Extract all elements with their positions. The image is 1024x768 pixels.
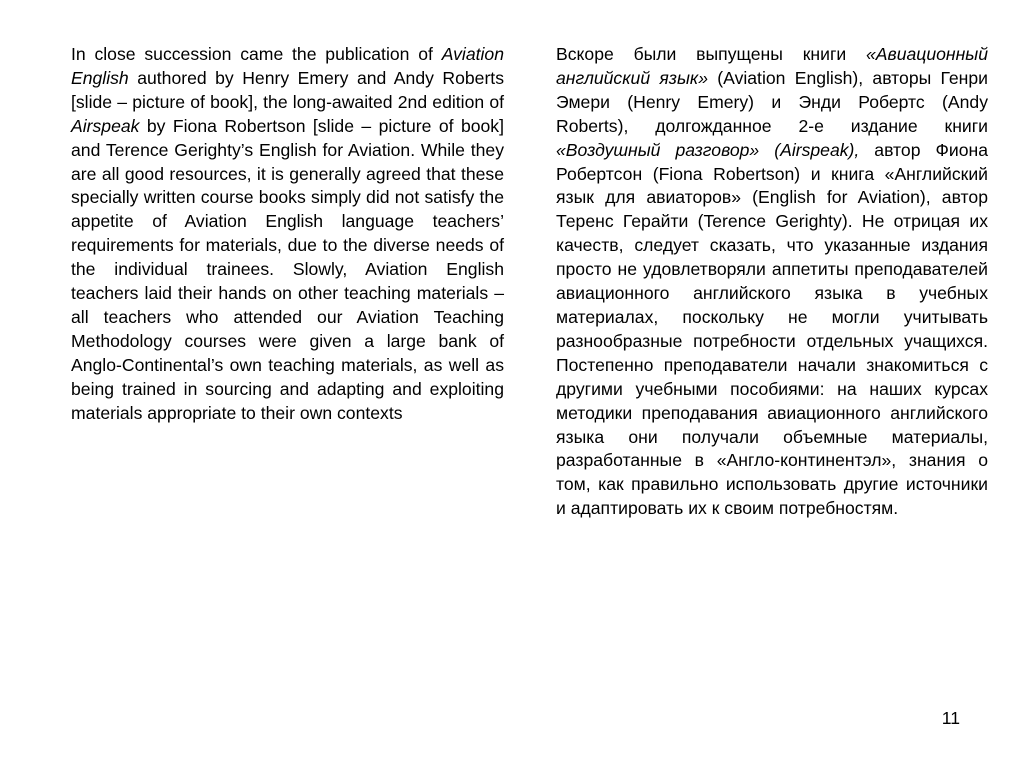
russian-book-title-airspeak: «Воздушный разговор» (Airspeak), bbox=[556, 139, 860, 160]
russian-column bbox=[556, 43, 988, 521]
page-number: 11 bbox=[941, 708, 960, 728]
english-text-3: by Fiona Robertson [slide – picture of book] and Terence Gerighty’s English for Aviation. While they are all good resources, it is generally agreed that these specially written course books simply did not satisfy the appetite of Aviation English language teachers’ requirements for materials, due to the diverse needs of the individual trainees. Slowly, Aviation English teachers laid their hands on other teaching materials – all teachers who attended our Aviation Teaching Methodology courses were given a large bank of Anglo-Continental’s own teaching materials, as well as being trained in sourcing and adapting and exploiting materials appropriate to their own contexts bbox=[71, 115, 504, 423]
english-text-1: In close succession came the publication of bbox=[71, 44, 442, 64]
russian-paragraph bbox=[556, 43, 988, 521]
book-title-airspeak: Airspeak bbox=[71, 115, 140, 136]
english-paragraph bbox=[71, 43, 504, 426]
russian-text-1: Вскоре были выпущены книги bbox=[556, 44, 866, 64]
russian-text-3: автор Фиона Робертсон (Fiona Robertson) и книга «Английский язык для авиаторов» (English for Aviation), автор Теренс Герайти (Terence Gerighty). Не отрицая их качеств, следует сказать, что указанные издания просто не удовлетворяли аппетиты преподавателей авиационного английского языка в учебных материалах, поскольку не могли учитывать разнообразные потребности отдельных учащихся. Постепенно преподаватели начали знакомиться с другими учебными пособиями: на наших курсах методики преподавания авиационного английского языка они получали объемные материалы, разработанные в «Англо-континентэл», знания о том, как правильно использовать другие источники и адаптировать их к своим потребностям. bbox=[556, 139, 988, 519]
russian-book-title-aviation-english: «Авиационный английский язык» bbox=[556, 44, 988, 88]
english-text-2: authored by Henry Emery and Andy Roberts [slide – picture of book], the long-awaited 2nd edition of bbox=[71, 67, 504, 112]
book-title-aviation-english: Aviation English bbox=[71, 44, 504, 88]
english-column bbox=[71, 43, 504, 426]
russian-text-2: (Aviation English), авторы Генри Эмери (Henry Emery) и Энди Робертс (Andy Roberts), долгожданное 2-е издание книги bbox=[556, 67, 988, 136]
